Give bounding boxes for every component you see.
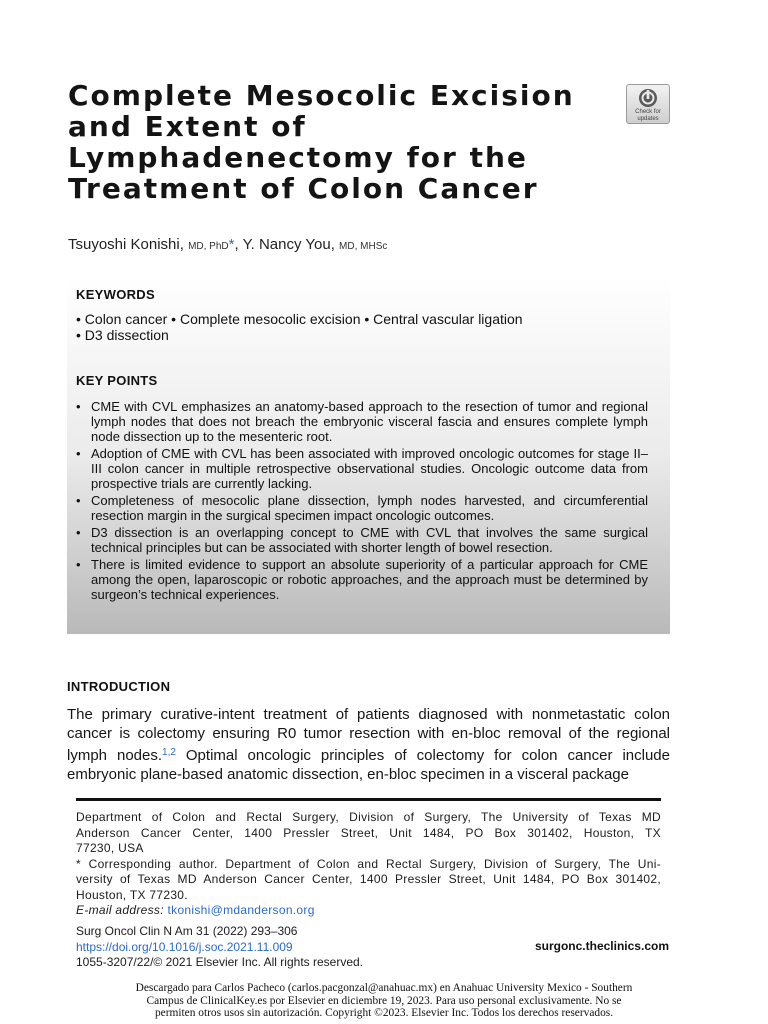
footer-line: Campus de ClinicalKey.es por Elsevier en diciembre 19, 2023. Para uso personal exclusivamente. No se [146, 994, 622, 1007]
key-point-text: Adoption of CME with CVL has been associated with improved oncologic outcomes for stage II–III colon cancer in multiple retrospective observational studies. Oncologic outcome data from prospective trials are currently lacking. [91, 446, 648, 491]
intro-line: The primary curative-intent treatment of patients diagnosed with nonmetastatic colon [67, 706, 670, 723]
email-label: E-mail address: [76, 903, 164, 917]
affiliation-line: 77230, USA [76, 841, 144, 855]
affiliation-block [76, 810, 661, 919]
bullet: • [76, 525, 81, 540]
bullet: • [76, 399, 81, 414]
email-line [76, 903, 661, 919]
corresponding-line: versity of Texas MD Anderson Cancer Center, 1400 Pressler Street, Unit 1484, PO Box 301402, [76, 872, 661, 886]
doi-link[interactable]: https://doi.org/10.1016/j.soc.2021.11.009 [76, 939, 293, 954]
intro-text: lymph nodes. [67, 747, 163, 764]
affiliation-line: Anderson Cancer Center, 1400 Pressler Street, Unit 1484, PO Box 301402, Houston, TX [76, 825, 661, 840]
bullet: • [76, 493, 81, 508]
key-point-item [76, 399, 648, 444]
journal-info [76, 924, 363, 971]
key-point-item [76, 493, 648, 523]
author-name: Y. Nancy You, [242, 236, 335, 253]
intro-text: Optimal oncologic principles of colectomy for colon cancer include [175, 747, 670, 764]
intro-line: embryonic plane-based anatomic dissection, en-bloc specimen in a visceral package [67, 766, 629, 783]
title-line: and Extent of [68, 110, 307, 143]
title-line: Complete Mesocolic Excision [68, 79, 575, 112]
keyword-line: • D3 dissection [76, 327, 169, 343]
corresponding-line: * Corresponding author. Department of Colon and Rectal Surgery, Division of Surgery, The Uni- [76, 856, 661, 871]
key-point-item [76, 446, 648, 491]
keyword-line: • Colon cancer • Complete mesocolic excision • Central vascular ligation [76, 311, 523, 327]
key-points-heading: KEY POINTS [76, 373, 158, 388]
intro-line [67, 743, 670, 765]
title-line: Lymphadenectomy for the [68, 141, 528, 174]
badge-line-2: updates [637, 116, 659, 122]
key-point-text: D3 dissection is an overlapping concept to CME with CVL that involves the same surgical technical principles but can be associated with shorter length of bowel resection. [91, 525, 648, 555]
key-point-text: There is limited evidence to support an absolute superiority of a particular approach for CME among the open, laparoscopic or robotic approaches, and the approach must be determined by surgeon’s technical experiences. [91, 557, 648, 602]
footnote-divider [76, 798, 661, 801]
key-points-list [76, 399, 648, 604]
key-point-item [76, 557, 648, 602]
journal-citation: Surg Oncol Clin N Am 31 (2022) 293–306 [76, 924, 298, 938]
key-point-text: CME with CVL emphasizes an anatomy-based approach to the resection of tumor and regional lymph nodes that does not breach the embryonic visceral fascia and ensures complete lymph node dissection up to the mesenteric root. [91, 399, 648, 444]
check-for-updates-badge[interactable] [626, 84, 670, 124]
intro-line: cancer is colectomy ensuring R0 tumor resection with en-bloc removal of the regional [67, 725, 670, 742]
journal-site[interactable]: surgonc.theclinics.com [534, 939, 669, 953]
email-link[interactable]: tkonishi@mdanderson.org [167, 903, 315, 917]
introduction-paragraph [67, 705, 670, 784]
affiliation-line: Department of Colon and Rectal Surgery, Division of Surgery, The University of Texas MD [76, 810, 661, 824]
bullet: • [76, 446, 81, 461]
authors: Tsuyoshi Konishi, MD, PhD*, Y. Nancy You, MD, MHSc [68, 236, 388, 253]
badge-line-1: Check for [635, 109, 661, 115]
article-title [68, 80, 608, 204]
download-footer [100, 982, 668, 1020]
footer-line: permiten otros usos sin autorización. Copyright ©2023. Elsevier Inc. Todos los derechos reservados. [154, 1007, 614, 1019]
introduction-heading: INTRODUCTION [67, 679, 171, 694]
author-name: Tsuyoshi Konishi, [68, 236, 184, 253]
check-for-updates-icon [638, 88, 658, 108]
corresponding-author-mark[interactable]: * [228, 236, 235, 253]
author-degrees: MD, MHSc [339, 241, 388, 252]
author-degrees: MD, PhD [188, 241, 229, 252]
key-point-item [76, 525, 648, 555]
key-point-text: Completeness of mesocolic plane dissection, lymph nodes harvested, and circumferential resection margin in the surgical specimen impact oncologic outcomes. [91, 493, 648, 523]
bullet: • [76, 557, 81, 572]
citation-link[interactable]: 1,2 [162, 747, 176, 758]
title-line: Treatment of Colon Cancer [68, 172, 539, 205]
footer-line: Descargado para Carlos Pacheco (carlos.pacgonzal@anahuac.mx) en Anahuac University Mexico - Southern [135, 982, 633, 994]
issn-copyright: 1055-3207/22/© 2021 Elsevier Inc. All rights reserved. [76, 955, 364, 969]
keywords-heading: KEYWORDS [76, 287, 155, 302]
corresponding-line: Houston, TX 77230. [76, 887, 188, 902]
